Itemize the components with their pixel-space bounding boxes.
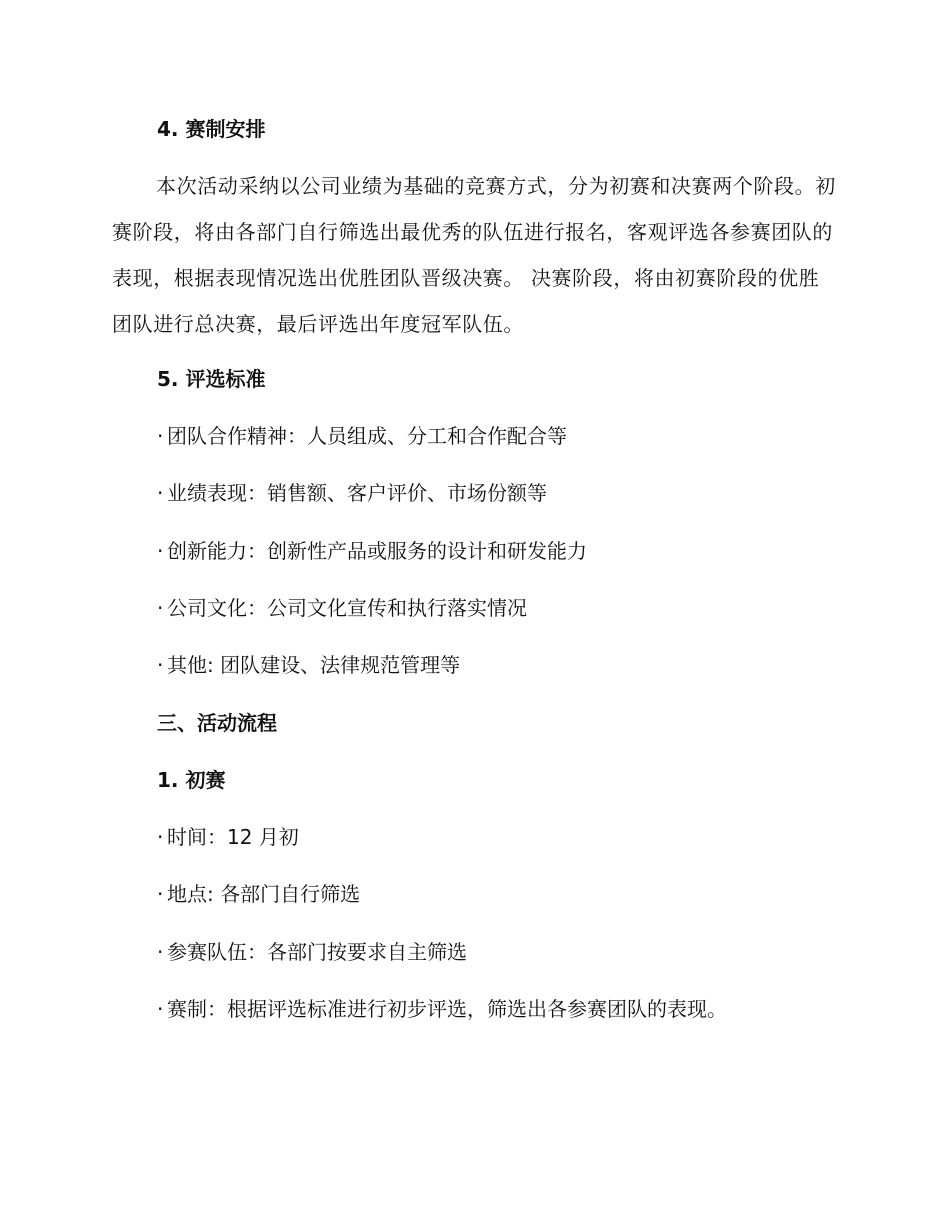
bullet-icon: · xyxy=(157,424,164,448)
subsection-heading-preliminary: 1. 初赛 xyxy=(157,768,226,792)
criteria-list-item xyxy=(157,422,567,450)
bullet-icon: · xyxy=(157,882,164,906)
preliminary-text: 地点: 各部门自行筛选 xyxy=(167,882,361,906)
bullet-icon: · xyxy=(157,653,164,677)
criteria-list-item xyxy=(157,537,587,565)
bullet-icon: · xyxy=(157,481,164,505)
preliminary-list-item xyxy=(157,880,360,908)
bullet-icon: · xyxy=(157,539,164,563)
preliminary-text: 参赛队伍：各部门按要求自主筛选 xyxy=(167,940,467,964)
preliminary-list-item xyxy=(157,995,727,1023)
criteria-text: 其他: 团队建设、法律规范管理等 xyxy=(167,653,461,677)
section-heading-competition-format: 4. 赛制安排 xyxy=(157,117,266,141)
bullet-icon: · xyxy=(157,596,164,620)
section-heading-evaluation-criteria: 5. 评选标准 xyxy=(157,367,266,391)
criteria-list-item xyxy=(157,651,460,679)
preliminary-list-item xyxy=(157,823,299,851)
preliminary-text: 赛制：根据评选标准进行初步评选，筛选出各参赛团队的表现。 xyxy=(167,997,727,1021)
part-heading-activity-process: 三、活动流程 xyxy=(157,711,277,735)
bullet-icon: · xyxy=(157,825,164,849)
preliminary-text: 时间：12 月初 xyxy=(167,825,299,849)
competition-format-paragraph: 本次活动采纳以公司业绩为基础的竞赛方式，分为初赛和决赛两个阶段。初赛阶段，将由各部门自行筛选出最优秀的队伍进行报名，客观评选各参赛团队的表现，根据表现情况选出优胜团队晋级决赛。 决赛阶段，将由初赛阶段的优胜团队进行总决赛，最后评选出年度冠军队伍。 xyxy=(112,174,836,336)
criteria-text: 创新能力：创新性产品或服务的设计和研发能力 xyxy=(167,539,587,563)
criteria-list-item xyxy=(157,594,527,622)
bullet-icon: · xyxy=(157,940,164,964)
criteria-text: 公司文化：公司文化宣传和执行落实情况 xyxy=(167,596,527,620)
preliminary-list-item xyxy=(157,938,467,966)
bullet-icon: · xyxy=(157,997,164,1021)
criteria-text: 业绩表现：销售额、客户评价、市场份额等 xyxy=(167,481,547,505)
criteria-text: 团队合作精神：人员组成、分工和合作配合等 xyxy=(167,424,567,448)
criteria-list-item xyxy=(157,479,547,507)
